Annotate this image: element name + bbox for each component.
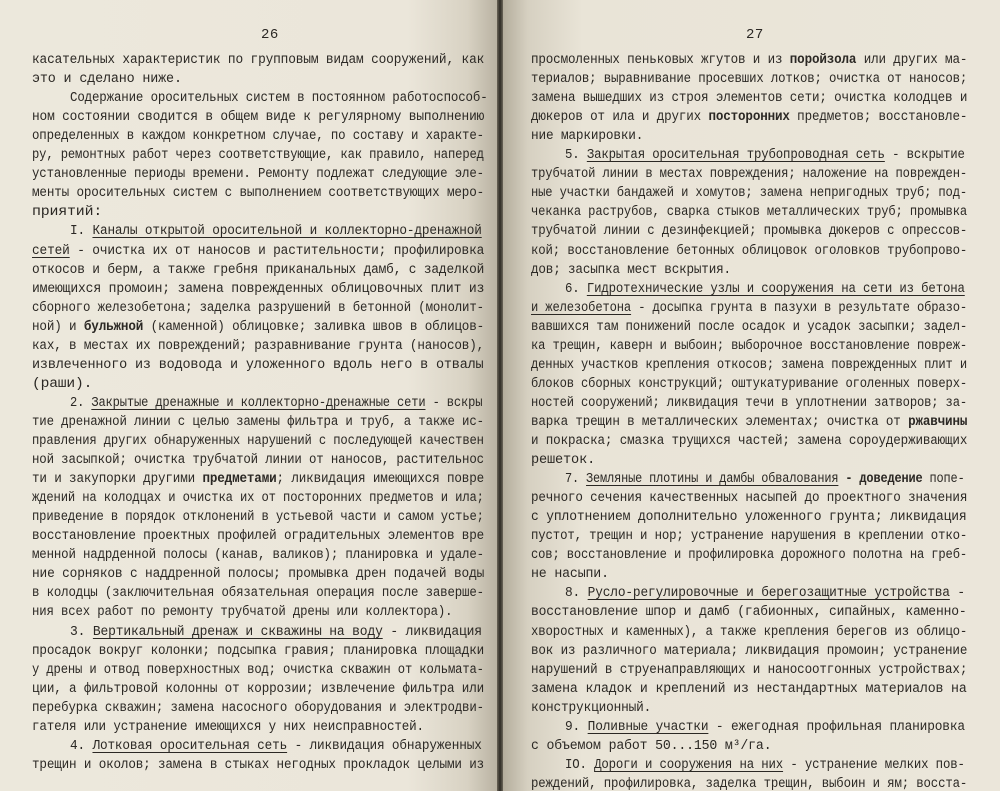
text-line — [32, 662, 484, 681]
text-run: решеток. — [531, 453, 596, 469]
text-run: трубчатой линии с дезинфекцией; промывка дюкеров с опрессов- — [531, 224, 968, 240]
text-run: 3. — [70, 624, 93, 640]
text-line — [565, 719, 965, 738]
text-run: хворостных и каменных), а также крепления берегов из облицо- — [531, 624, 968, 640]
text-run: ка трещин, каверн и выбоин; выборочное восстановление повреж- — [531, 338, 968, 354]
text-line — [70, 395, 482, 414]
text-run: касательных характеристик по групповым видам сооружений, как — [32, 53, 485, 68]
underlined-heading: Вертикальный дренаж и скважины на воду — [92, 624, 383, 640]
text-run: ру, ремонтных работ через соответствующие, как правило, наперед — [32, 148, 484, 164]
text-run: менты оросительных систем с выполнением соответствующих меро- — [32, 186, 485, 202]
text-run: ные участки бандажей и хомутов; замена непригодных труб; под- — [531, 186, 968, 202]
text-line — [32, 357, 483, 376]
underlined-heading: сетей — [32, 243, 70, 259]
text-line — [531, 452, 595, 471]
underlined-heading: Русло-регулировочные и берегозащитные устройства — [587, 586, 950, 602]
text-run: сборного железобетона; заделка разрушений в бетонной (монолит- — [32, 300, 484, 316]
text-run: в колодцы (заключительная обязательная операция после заверше- — [32, 586, 484, 602]
text-line — [531, 700, 651, 719]
text-run: кой; восстановление бетонных облицовок оголовков трубопрово- — [531, 243, 968, 259]
underlined-heading: Гидротехнические узлы и сооружения на сети из бетона — [586, 281, 965, 297]
text-line — [32, 757, 484, 776]
page-text — [503, 0, 1000, 791]
text-run: 9. — [565, 719, 588, 735]
text-line — [531, 300, 967, 319]
text-run: 5. — [565, 148, 587, 164]
text-line — [531, 204, 967, 223]
text-run: с объемом работ 50...150 м³/га. — [531, 738, 772, 754]
underlined-heading: Лотковая оросительная сеть — [92, 738, 288, 754]
text-run: это и сделано ниже. — [32, 72, 182, 88]
text-run: - вскры — [425, 395, 483, 411]
text-run: 4. — [70, 738, 93, 754]
text-run: ностей сооружений; ликвидация течи в уплотнении затворов; за- — [531, 395, 968, 411]
text-run: у дрены и отвод поверхностных вод; очистка скважин от кольмата- — [32, 662, 484, 678]
text-line — [32, 243, 484, 262]
text-line — [531, 624, 967, 643]
text-run: ции, а фильтровой колонны от коррозии; извлечение фильтра или — [32, 681, 485, 697]
text-run: не насыпи. — [531, 567, 609, 583]
underlined-heading: Каналы открытой оросительной и коллекторно-дренажной — [92, 224, 482, 240]
text-run: - досыпка грунта в пазухи в результате образо- — [631, 300, 968, 316]
text-run: трещин и околов; замена в стыках негодных прокладок целыми из — [32, 757, 485, 773]
text-run: ние сорняков с наддренной полосы; промывка дрен подачей воды — [32, 567, 485, 583]
text-run: IO. — [565, 757, 595, 773]
text-run: (раши). — [32, 376, 93, 392]
text-run: варка трещин в металлических элементах; очистка от — [531, 414, 909, 430]
page-number: 26 — [261, 27, 279, 43]
text-run: предметов; восстановле- — [789, 110, 968, 126]
text-run: нарушений в струенаправляющих и наносоотгонных устройствах; — [531, 662, 968, 678]
text-run: восстановление шпор и дамб (габионных, сипайных, каменно- — [531, 605, 967, 621]
text-line — [531, 52, 967, 71]
text-line — [32, 128, 484, 147]
text-run: имеющихся промоин; замена поврежденных облицовочных плит из — [32, 281, 485, 297]
text-run: ном состоянии сводится в общем виде к регулярному выполнению — [32, 110, 485, 126]
text-line — [32, 604, 452, 623]
text-line — [32, 719, 424, 738]
text-line — [531, 643, 967, 662]
text-run: замена кладок и креплений из нестандартных материалов на — [531, 681, 967, 697]
text-line — [32, 166, 484, 185]
text-line — [531, 338, 967, 357]
text-run: - ежегодная профильная планировка — [708, 719, 965, 735]
text-run: гателя или устранение имеющихся у них неисправностей. — [32, 719, 424, 735]
text-run: - — [949, 586, 965, 602]
text-line — [531, 262, 731, 281]
text-run: ной засыпкой; очистка трубчатой линии от наносов, растительнос — [32, 453, 484, 469]
text-line — [565, 757, 965, 776]
text-run: правления других обнаруженных нарушений с последующей качествен — [32, 434, 484, 449]
bold-word: - доведение — [838, 472, 923, 488]
text-run: териалов; выравнивание просевших лотков; очистка от наносов; — [531, 72, 968, 88]
text-run: 8. — [565, 586, 588, 602]
text-run: - ликвидация обнаруженных — [287, 738, 482, 754]
bold-word: предметами — [202, 472, 277, 488]
text-line — [531, 433, 967, 452]
text-line — [531, 243, 967, 262]
text-run: блоков сборных конструкций; оштукатуривание оголенных поверх- — [531, 376, 968, 392]
text-line — [70, 738, 482, 757]
text-line — [531, 681, 967, 700]
text-run: просмоленных пеньковых жгутов и из — [531, 53, 790, 68]
underlined-heading: Земляные плотины и дамбы обвалования — [586, 472, 839, 488]
text-line — [32, 490, 484, 509]
bold-word: поройзола — [789, 53, 857, 68]
text-run: ние маркировки. — [531, 129, 644, 145]
text-run: 2. — [70, 395, 92, 411]
underlined-heading: Закрытая оросительная трубопроводная сеть — [586, 148, 885, 164]
text-line — [32, 528, 484, 547]
bold-word: ржавчины — [908, 414, 968, 430]
text-run: тие дренажной линии с целью замены фильтра и труб, а также ис- — [32, 414, 484, 430]
text-run: ждений на колодцах и очистка их от посторонних предметов и ила; — [32, 491, 484, 507]
text-run: Содержание оросительных систем в постоянном работоспособ- — [70, 91, 488, 107]
text-run: реждений, профилировка, заделка трещин, выбоин и ям; восста- — [531, 776, 968, 791]
text-run: просадок вокруг колонки; подсыпка гравия; планировка площадки — [32, 643, 485, 659]
text-line — [32, 433, 484, 452]
text-line — [32, 52, 484, 71]
text-run: или других ма- — [856, 53, 968, 68]
text-run: речного сечения качественных насыпей до проектного значения — [531, 491, 968, 507]
text-run: откосов и берм, а также гребня приканальных дамб, с заделкой — [32, 262, 485, 278]
text-run: 6. — [565, 281, 587, 297]
text-run: с уплотнением дополнительно уложенного грунта; ликвидация — [531, 510, 967, 526]
text-run: извлеченного из водовода и уложенного вдоль него в отвалы — [32, 357, 484, 373]
text-line — [565, 585, 965, 604]
text-run: - вскрытие — [884, 148, 965, 164]
text-line — [32, 643, 484, 662]
text-run: 7. — [565, 472, 587, 488]
text-run: и покраска; смазка трущихся частей; замена сороудерживающих — [531, 434, 968, 449]
text-run: ках, в местах их повреждений; разравнивание грунта (наносов), — [32, 338, 485, 354]
text-run: I. — [70, 224, 93, 240]
bold-word: бульжной — [83, 319, 144, 335]
text-line — [531, 376, 967, 395]
text-line — [565, 471, 965, 490]
text-run: ния всех работ по ремонту трубчатой дрены или коллектора). — [32, 605, 453, 621]
text-line — [32, 547, 484, 566]
left-page — [0, 0, 497, 791]
text-run: конструкционный. — [531, 700, 652, 716]
text-run: восстановление проектных профилей оградительных элементов вре — [32, 529, 485, 545]
text-line — [531, 185, 967, 204]
text-run: перебурка скважин; замена насосного оборудования и электродви- — [32, 700, 484, 716]
text-line — [531, 128, 643, 147]
text-line — [32, 300, 484, 319]
text-line — [531, 547, 967, 566]
text-line — [32, 566, 484, 585]
text-line — [32, 509, 484, 528]
text-run: приятий: — [32, 205, 103, 221]
text-line — [70, 223, 482, 242]
text-line — [531, 166, 967, 185]
page-text — [0, 0, 497, 791]
text-line — [32, 281, 484, 300]
text-run: определенных в каждом конкретном случае, по составу и характе- — [32, 129, 484, 145]
text-run: - очистка их от наносов и растительности; профилировка — [69, 243, 485, 259]
text-line — [70, 90, 488, 109]
text-line — [531, 223, 967, 242]
text-line — [32, 147, 484, 166]
text-run: попе- — [922, 472, 965, 488]
text-run: пустот, трещин и нор; устранение нарушения в креплении отко- — [531, 529, 968, 545]
text-line — [531, 395, 967, 414]
text-line — [531, 319, 967, 338]
text-line — [70, 624, 482, 643]
text-line — [32, 338, 484, 357]
text-line — [32, 319, 484, 338]
text-line — [32, 376, 92, 395]
text-run: - устранение мелких пов- — [783, 757, 965, 773]
text-run: ной) и — [32, 319, 84, 335]
text-run: сов; восстановление и профилировка дорожного полотна на греб- — [531, 548, 968, 564]
underlined-heading: и железобетона — [531, 300, 632, 316]
text-line — [565, 281, 965, 300]
text-line — [531, 414, 967, 433]
text-line — [32, 681, 484, 700]
text-run: чеканка раструбов, сварка стыков металлических труб; промывка — [531, 205, 968, 221]
text-run: вок из различного материала; ликвидация промоин; устранение — [531, 643, 968, 659]
text-line — [531, 738, 771, 757]
text-line — [531, 509, 967, 528]
text-line — [531, 604, 967, 623]
text-line — [32, 262, 484, 281]
text-run: денных участков крепления откосов; замена поврежденных плит и — [531, 357, 968, 373]
page-number: 27 — [746, 27, 764, 43]
text-line — [32, 185, 484, 204]
underlined-heading: Закрытые дренажные и коллекторно-дренажные сети — [91, 395, 426, 411]
text-line — [32, 204, 102, 223]
text-run: трубчатой линии в местах повреждения; наложение на поврежден- — [531, 167, 968, 183]
text-line — [565, 147, 965, 166]
text-run: замена вышедших из строя элементов сети; очистка колодцев и — [531, 91, 968, 107]
text-line — [531, 90, 967, 109]
text-run: (каменной) облицовке; заливка швов в облицов- — [143, 319, 485, 335]
right-page — [503, 0, 1000, 791]
text-run: вавшихся там понижений после осадок и усадок засыпки; задел- — [531, 319, 968, 335]
text-run: установленные периоды времени. Ремонту подлежат следующие эле- — [32, 167, 484, 183]
underlined-heading: Дороги и сооружения на них — [594, 757, 784, 773]
bold-word: посторонних — [708, 110, 790, 126]
text-line — [531, 776, 967, 791]
text-run: дюкеров от ила и других — [531, 110, 709, 126]
text-run: приведение в порядок отклонений в устьевой части и самом устье; — [32, 510, 484, 526]
text-line — [32, 109, 484, 128]
text-line — [531, 662, 967, 681]
underlined-heading: Поливные участки — [587, 719, 709, 735]
text-line — [32, 471, 484, 490]
text-line — [531, 566, 609, 585]
text-line — [531, 71, 967, 90]
text-run: менной надрденной полосы (канав, валиков); планировка и удале- — [32, 548, 484, 564]
text-line — [531, 490, 967, 509]
text-line — [32, 585, 484, 604]
text-line — [32, 414, 484, 433]
text-run: ти и закупорки другими — [32, 472, 203, 488]
text-line — [531, 528, 967, 547]
text-line — [32, 700, 484, 719]
text-line — [531, 357, 967, 376]
text-run: - ликвидация — [382, 624, 482, 640]
text-line — [32, 452, 484, 471]
text-line — [531, 109, 967, 128]
text-run: дов; засыпка мест вскрытия. — [531, 262, 731, 278]
text-run: ; ликвидация имеющихся повре — [276, 472, 485, 488]
text-line — [32, 71, 182, 90]
